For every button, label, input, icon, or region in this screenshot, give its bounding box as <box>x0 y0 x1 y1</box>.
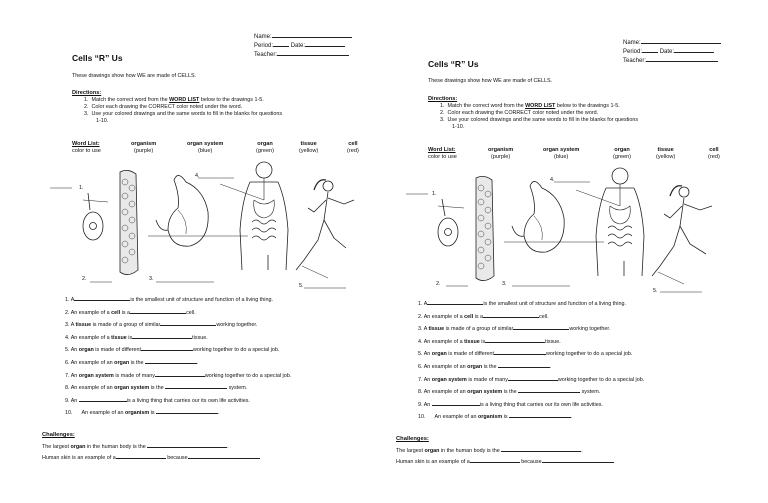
page-title: Cells “R” Us <box>72 53 123 63</box>
directions-heading: Directions: <box>72 90 102 96</box>
worksheet-page-left <box>28 0 372 490</box>
question-8: 8. An example of an organ system is the system. <box>418 389 601 396</box>
page-title: Cells “R” Us <box>428 59 479 69</box>
word-tissue: tissue (yellow) <box>299 141 319 154</box>
drawing-label-5: 5. <box>653 288 658 294</box>
question-9: 9. An is a living thing that carries our its own life activities. <box>65 397 250 404</box>
period-date-field: Period: Date: <box>254 42 345 51</box>
question-3: 3. A tissue is made of a group of similar working together. <box>418 326 611 333</box>
challenge-2: Human skin is an example of a because <box>42 453 260 464</box>
drawing-label-3: 3. <box>502 281 507 287</box>
question-4: 4. An example of a tissue is tissue. <box>65 334 208 341</box>
word-organ-system: organ system (blue) <box>543 147 580 160</box>
direction-step-1: 1. Match the correct word from the WORD LIST below to the drawings 1-5. <box>440 103 620 109</box>
drawing-label-3: 3. <box>149 276 154 282</box>
question-4: 4. An example of a tissue is tissue. <box>418 338 561 345</box>
question-5: 5. An organ is made of different working together to do a special job. <box>418 351 633 358</box>
drawing-label-1: 1. <box>79 185 84 191</box>
challenges-list <box>396 446 614 468</box>
intro-text: These drawings show how WE are made of CELLS. <box>72 73 197 79</box>
direction-step-2: 2. Color each drawing the CORRECT color noted under the word. <box>84 104 243 110</box>
question-10: 10. An example of an organism is . <box>418 414 573 421</box>
word-organ: organ (green) <box>613 147 632 160</box>
drawing-label-4: 4. <box>550 177 555 183</box>
word-organism: organism (purple) <box>488 147 514 160</box>
teacher-field: Teacher: <box>254 51 349 60</box>
directions-heading: Directions: <box>428 96 458 102</box>
challenge-1: The largest organ in the human body is the . <box>42 444 229 450</box>
challenges-heading: Challenges: <box>42 432 75 438</box>
question-5: 5. An organ is made of different working together to do a special job. <box>65 347 280 354</box>
question-10: 10. An example of an organism is . <box>65 410 220 417</box>
drawing-label-1: 1. <box>432 191 437 197</box>
question-6: 6. An example of an organ is the . <box>418 363 552 370</box>
question-1: 1. A is the smallest unit of structure and function of a living thing. <box>418 301 626 307</box>
direction-step-3: 3. Use your colored drawings and the same words to fill in the blanks for questions <box>84 111 283 117</box>
intro-text: These drawings show how WE are made of CELLS. <box>428 78 553 84</box>
question-8: 8. An example of an organ system is the system. <box>65 385 248 392</box>
direction-step-2: 2. Color each drawing the CORRECT color noted under the word. <box>440 110 599 116</box>
period-date-field: Period: Date: <box>623 48 714 57</box>
questions-list <box>65 294 291 420</box>
word-list-label: Word List: color to use <box>428 147 457 160</box>
challenges-list <box>42 442 260 464</box>
organism-runner-drawing <box>296 180 354 270</box>
direction-step-1: 1. Match the correct word from the WORD LIST below to the drawings 1-5. <box>84 97 264 103</box>
direction-step-3: 3. Use your colored drawings and the same words to fill in the blanks for questions <box>440 117 639 123</box>
question-3: 3. A tissue is made of a group of similar working together. <box>65 322 258 329</box>
name-field: Name: <box>623 39 721 48</box>
drawing-label-2: 2. <box>82 276 87 282</box>
challenges-heading: Challenges: <box>396 436 429 442</box>
question-7: 7. An organ system is made of many working together to do a special job. <box>418 376 645 383</box>
organism-drawings <box>28 160 372 300</box>
organ-system-drawing <box>240 162 288 270</box>
question-9: 9. An is a living thing that carries our its own life activities. <box>418 401 603 408</box>
word-organ-system: organ system (blue) <box>187 141 224 154</box>
direction-step-3-cont: 1-10. <box>96 118 109 124</box>
organ-system-drawing <box>596 168 644 276</box>
questions-list <box>418 298 644 424</box>
tissue-drawing <box>120 170 138 274</box>
organism-runner-drawing <box>652 186 712 276</box>
word-organ: organ (green) <box>256 141 275 154</box>
drawing-label-2: 2. <box>436 281 441 287</box>
stomach-drawing <box>156 175 208 246</box>
word-tissue: tissue (yellow) <box>656 147 676 160</box>
teacher-field: Teacher: <box>623 57 718 66</box>
question-1: 1. A is the smallest unit of structure and function of a living thing. <box>65 297 273 303</box>
challenge-2: Human skin is an example of a because <box>396 457 614 468</box>
question-6: 6. An example of an organ is the . <box>65 359 199 366</box>
word-cell: cell (red) <box>708 147 720 160</box>
stomach-drawing <box>512 181 564 252</box>
question-7: 7. An organ system is made of many working together to do a special job. <box>65 372 292 379</box>
question-2: 2. An example of a cell is a cell. <box>65 309 196 316</box>
word-cell: cell (red) <box>347 141 359 154</box>
drawing-label-4: 4. <box>195 173 200 179</box>
drawing-label-5: 5. <box>299 283 304 289</box>
question-2: 2. An example of a cell is a cell. <box>418 313 549 320</box>
challenge-1: The largest organ in the human body is the . <box>396 448 583 454</box>
directions-list <box>84 97 282 125</box>
name-field: Name: <box>254 33 352 42</box>
word-organism: organism (purple) <box>131 141 157 154</box>
worksheet-page-right <box>388 0 740 490</box>
word-list-label: Word List: color to use <box>72 141 101 154</box>
tissue-drawing <box>476 176 494 280</box>
direction-step-3-cont: 1-10. <box>452 124 465 130</box>
directions-list <box>440 103 638 131</box>
